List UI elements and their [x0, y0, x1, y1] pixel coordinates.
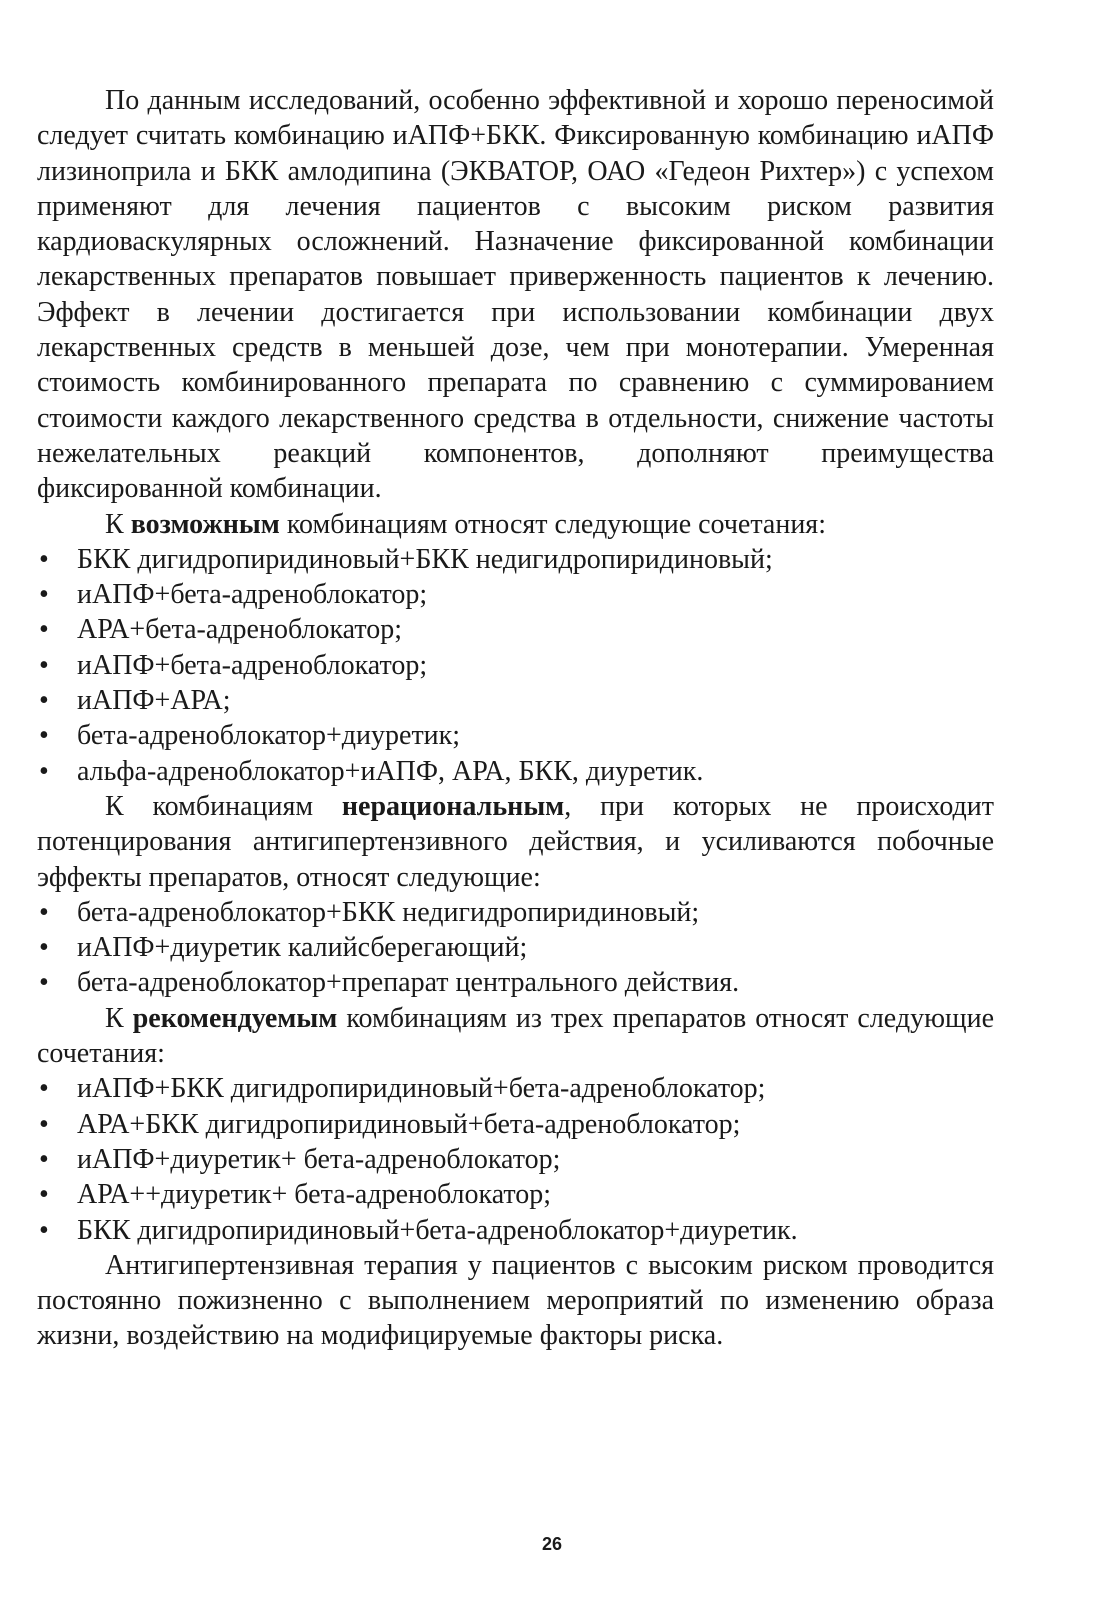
list-item: • иАПФ+диуретик+ бета-адреноблокатор; — [37, 1142, 994, 1177]
list-item: • АРА+БКК дигидропиридиновый+бета-адреноблокатор; — [37, 1107, 994, 1142]
list-irrational-combinations — [37, 895, 994, 1001]
list-item: • бета-адреноблокатор+препарат центрального действия. — [37, 965, 994, 1000]
page-number: 26 — [541, 1534, 563, 1554]
list-item: • БКК дигидропиридиновый+бета-адреноблокатор+диуретик. — [37, 1213, 994, 1248]
paragraph-irrational-combinations — [37, 789, 994, 895]
list-item: • АРА++диуретик+ бета-адреноблокатор; — [37, 1177, 994, 1212]
list-item: • БКК дигидропиридиновый+БКК недигидропиридиновый; — [37, 542, 994, 577]
list-item: • иАПФ+бета-адреноблокатор; — [37, 577, 994, 612]
emphasis-possible: возможным — [130, 508, 280, 540]
emphasis-recommended: рекомендуемым — [132, 1002, 338, 1034]
list-item: • иАПФ+БКК дигидропиридиновый+бета-адреноблокатор; — [37, 1071, 994, 1106]
page-content — [37, 83, 994, 1354]
paragraph-intro: По данным исследований, особенно эффективной и хорошо переносимой следует считать комбинацию иАПФ+БКК. Фиксированную комбинацию иАПФ лизиноприла и БКК амлодипина (ЭКВАТОР, ОАО «Гедеон Рихтер») с успехом применяют для лечения пациентов с высоким риском развития кардиоваскулярных осложнений. Назначение фиксированной комбинации лекарственных препаратов повышает приверженность пациентов к лечению. Эффект в лечении достигается при использовании комбинации двух лекарственных средств в меньшей дозе, чем при монотерапии. Умеренная стоимость комбинированного препарата по сравнению с суммированием стоимости каждого лекарственного средства в отдельности, снижение частоты нежелательных реакций компонентов, дополняют преимущества фиксированной комбинации. — [37, 85, 994, 505]
list-item: • АРА+бета-адреноблокатор; — [37, 612, 994, 647]
emphasis-irrational: нерациональным — [341, 790, 565, 822]
text-run: К — [105, 508, 131, 540]
text-run: комбинациям относят следующие сочетания: — [279, 508, 826, 540]
paragraph-recommended-combinations — [37, 1001, 994, 1072]
list-recommended-combinations — [37, 1071, 994, 1247]
text-run: комбинациям из трех препаратов относят следующие сочетания: — [37, 1002, 994, 1070]
list-possible-combinations — [37, 542, 994, 789]
paragraph-conclusion: Антигипертензивная терапия у пациентов с высоким риском проводится постоянно пожизненно с выполнением мероприятий по изменению образа жизни, воздействию на модифицируемые факторы риска. — [37, 1249, 994, 1352]
list-item: • иАПФ+диуретик калийсберегающий; — [37, 930, 994, 965]
list-item: • иАПФ+бета-адреноблокатор; — [37, 648, 994, 683]
list-item: • иАПФ+АРА; — [37, 683, 994, 718]
text-run: К — [105, 1002, 133, 1034]
list-item: • бета-адреноблокатор+БКК недигидропиридиновый; — [37, 895, 994, 930]
paragraph-possible-combinations — [37, 507, 994, 542]
text-run: , при которых не происходит потенцирования антигипертензивного действия, и усиливаются побочные эффекты препаратов, относят следующие: — [37, 790, 994, 893]
text-run: К комбинациям — [105, 790, 342, 822]
list-item: • бета-адреноблокатор+диуретик; — [37, 718, 994, 753]
list-item: • альфа-адреноблокатор+иАПФ, АРА, БКК, диуретик. — [37, 754, 994, 789]
